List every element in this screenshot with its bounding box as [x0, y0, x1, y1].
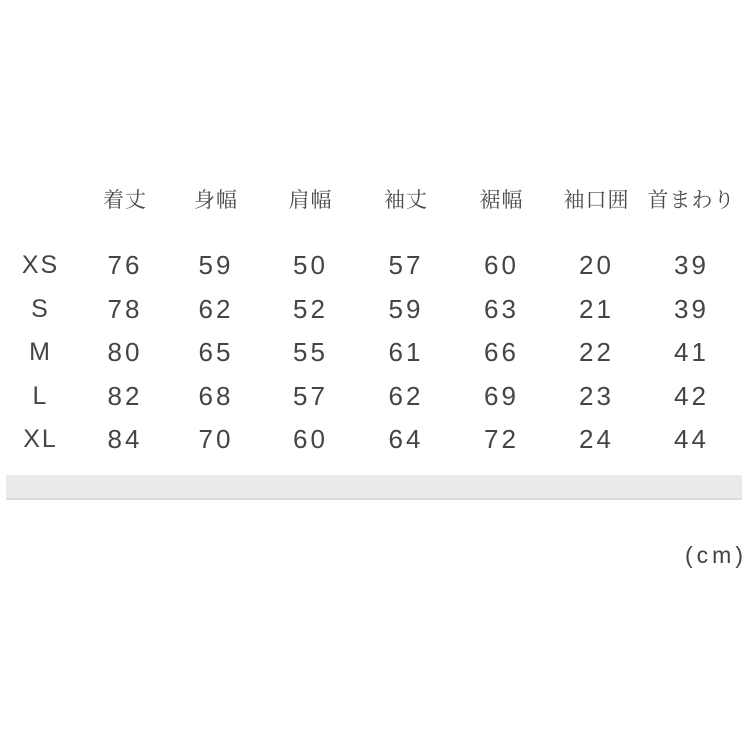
table-cell: 20 [579, 250, 614, 281]
divider-bar [6, 475, 742, 500]
row-label-s: S [31, 294, 50, 323]
column-header-sodetake: 袖丈 [384, 189, 428, 212]
table-cell: 22 [579, 337, 614, 368]
table-cell: 65 [198, 337, 234, 368]
table-cell: 50 [293, 250, 328, 281]
table-cell: 69 [484, 380, 519, 411]
column-header-kubimawari: 首まわり [647, 189, 736, 212]
table-cell: 44 [674, 424, 709, 455]
column-header-susohaba: 裾幅 [479, 189, 524, 212]
table-cell: 66 [484, 337, 519, 368]
table-cell: 76 [107, 250, 143, 281]
table-cell: 72 [484, 424, 519, 455]
table-cell: 62 [388, 380, 424, 411]
unit-label-cm: (cm) [685, 542, 747, 568]
table-cell: 21 [579, 293, 614, 324]
table-cell: 62 [198, 293, 234, 324]
table-cell: 82 [107, 380, 143, 411]
column-header-katahaba: 肩幅 [288, 189, 333, 212]
table-cell: 84 [107, 424, 143, 455]
table-cell: 80 [107, 337, 143, 368]
table-cell: 68 [198, 380, 234, 411]
table-cell: 60 [293, 424, 328, 455]
table-cell: 70 [198, 424, 234, 455]
table-cell: 41 [674, 337, 709, 368]
table-cell: 60 [484, 250, 519, 281]
table-cell: 59 [388, 293, 424, 324]
table-cell: 64 [388, 424, 424, 455]
table-cell: 63 [484, 293, 519, 324]
row-label-xs: XS [21, 251, 60, 280]
table-cell: 61 [388, 337, 424, 368]
table-cell: 57 [293, 380, 328, 411]
row-label-xl: XL [23, 425, 58, 454]
table-cell: 24 [579, 424, 614, 455]
table-cell: 57 [388, 250, 424, 281]
row-label-m: M [29, 338, 52, 367]
table-cell: 42 [674, 380, 709, 411]
table-cell: 39 [674, 293, 709, 324]
size-chart-table [0, 176, 739, 462]
column-header-chakutake: 着丈 [103, 189, 147, 212]
column-header-mihaba: 身幅 [194, 189, 238, 212]
table-cell: 78 [107, 293, 143, 324]
table-cell: 55 [293, 337, 328, 368]
row-label-l: L [32, 381, 49, 410]
table-cell: 23 [579, 380, 614, 411]
table-cell: 59 [198, 250, 234, 281]
column-header-sodekuchii: 袖口囲 [563, 189, 630, 212]
table-cell: 52 [293, 293, 328, 324]
table-cell: 39 [674, 250, 709, 281]
